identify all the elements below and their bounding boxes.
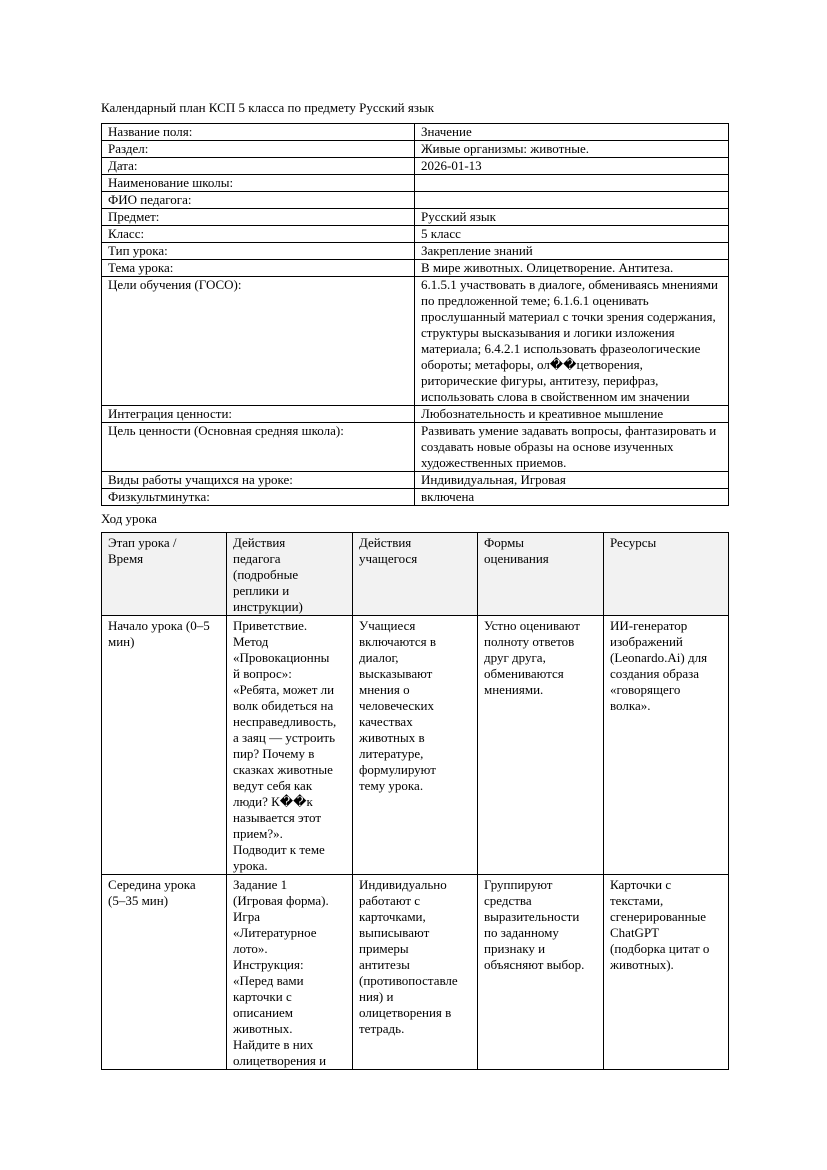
field-name: Цели обучения (ГОСО): bbox=[102, 277, 415, 406]
table-row bbox=[102, 260, 729, 277]
column-header-assessment: Формы оценивания bbox=[478, 533, 604, 616]
field-name: Дата: bbox=[102, 158, 415, 175]
student-actions-cell: Учащиеся включаются в диалог, высказывают мнения о человеческих качествах животных в литературе, формулируют тему урока. bbox=[353, 616, 478, 875]
table-row bbox=[102, 489, 729, 506]
field-value: 2026-01-13 bbox=[415, 158, 729, 175]
lesson-flow-table bbox=[101, 532, 729, 1070]
field-name: Тип урока: bbox=[102, 243, 415, 260]
table-row bbox=[102, 124, 729, 141]
field-name: Название поля: bbox=[102, 124, 415, 141]
table-row bbox=[102, 472, 729, 489]
document-title: Календарный план КСП 5 класса по предмету Русский язык bbox=[101, 100, 435, 115]
field-value: Живые организмы: животные. bbox=[415, 141, 729, 158]
column-header-resources: Ресурсы bbox=[604, 533, 729, 616]
table-row bbox=[102, 875, 729, 1070]
field-name: Физкультминутка: bbox=[102, 489, 415, 506]
table-row bbox=[102, 243, 729, 260]
teacher-actions-cell: Задание 1 (Игровая форма). Игра «Литературное лото». Инструкция: «Перед вами карточки с описанием животных. Найдите в них олицетворения и bbox=[227, 875, 353, 1070]
table-row bbox=[102, 141, 729, 158]
table-row bbox=[102, 175, 729, 192]
table-row bbox=[102, 158, 729, 175]
column-header-student: Действия учащегося bbox=[353, 533, 478, 616]
resources-cell: Карточки с текстами, сгенерированные ChatGPT (подборка цитат о животных). bbox=[604, 875, 729, 1070]
field-name: Интеграция ценности: bbox=[102, 406, 415, 423]
field-value: Развивать умение задавать вопросы, фантазировать и создавать новые образы на основе изученных художественных приемов. bbox=[415, 423, 729, 472]
field-name: Предмет: bbox=[102, 209, 415, 226]
resources-cell: ИИ-генератор изображений (Leonardo.Ai) для создания образа «говорящего волка». bbox=[604, 616, 729, 875]
assessment-cell: Группируют средства выразительности по заданному признаку и объясняют выбор. bbox=[478, 875, 604, 1070]
table-row bbox=[102, 209, 729, 226]
stage-cell: Середина урока (5–35 мин) bbox=[102, 875, 227, 1070]
field-name: Цель ценности (Основная средняя школа): bbox=[102, 423, 415, 472]
field-value: Индивидуальная, Игровая bbox=[415, 472, 729, 489]
student-actions-cell: Индивидуально работают с карточками, выписывают примеры антитезы (противопоставле ния) и олицетворения в тетрадь. bbox=[353, 875, 478, 1070]
table-row bbox=[102, 226, 729, 243]
field-name: Виды работы учащихся на уроке: bbox=[102, 472, 415, 489]
field-name: Наименование школы: bbox=[102, 175, 415, 192]
field-value: Русский язык bbox=[415, 209, 729, 226]
column-header-teacher: Действия педагога (подробные реплики и инструкции) bbox=[227, 533, 353, 616]
field-name: Тема урока: bbox=[102, 260, 415, 277]
table-header-row bbox=[102, 533, 729, 616]
table-row bbox=[102, 423, 729, 472]
field-value bbox=[415, 192, 729, 209]
field-value: Любознательность и креативное мышление bbox=[415, 406, 729, 423]
table-row bbox=[102, 406, 729, 423]
field-name: ФИО педагога: bbox=[102, 192, 415, 209]
column-header-stage: Этап урока / Время bbox=[102, 533, 227, 616]
table-row bbox=[102, 192, 729, 209]
stage-cell: Начало урока (0–5 мин) bbox=[102, 616, 227, 875]
field-value bbox=[415, 175, 729, 192]
field-name: Раздел: bbox=[102, 141, 415, 158]
table-row bbox=[102, 616, 729, 875]
field-value: 6.1.5.1 участвовать в диалоге, обмениваясь мнениями по предложенной теме; 6.1.6.1 оценивать прослушанный материал с точки зрения содержания, структуры высказывания и логики изложения материала; 6.4.2.1 использовать фразеологические обороты; метафоры, ол��цетворения, риторические фигуры, антитезу, перифраз, использовать слова в свойственном им значении bbox=[415, 277, 729, 406]
field-value: В мире животных. Олицетворение. Антитеза. bbox=[415, 260, 729, 277]
assessment-cell: Устно оценивают полноту ответов друг друга, обмениваются мнениями. bbox=[478, 616, 604, 875]
lesson-info-table bbox=[101, 123, 729, 506]
field-value: 5 класс bbox=[415, 226, 729, 243]
field-value: включена bbox=[415, 489, 729, 506]
field-value: Значение bbox=[415, 124, 729, 141]
table-row bbox=[102, 277, 729, 406]
field-value: Закрепление знаний bbox=[415, 243, 729, 260]
field-name: Класс: bbox=[102, 226, 415, 243]
teacher-actions-cell: Приветствие. Метод «Провокационны й вопрос»: «Ребята, может ли волк обидеться на несправедливость, а заяц — устроить пир? Почему в сказках животные ведут себя как люди? К��к называется этот прием?». Подводит к теме урока. bbox=[227, 616, 353, 875]
lesson-flow-heading: Ход урока bbox=[101, 511, 157, 526]
